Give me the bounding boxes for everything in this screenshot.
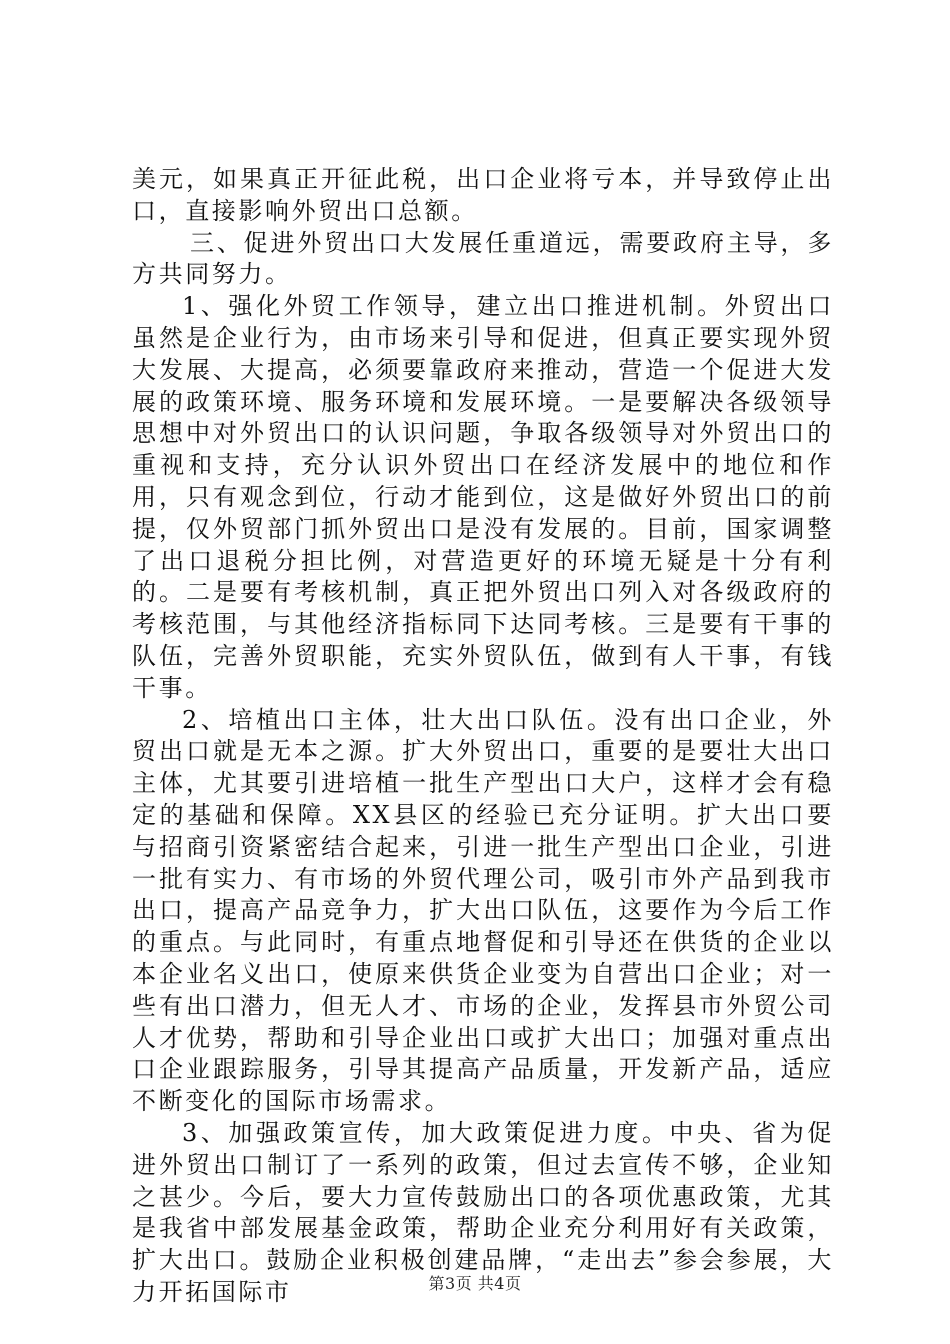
page-number-footer: 第3页 共4页: [428, 1274, 522, 1293]
paragraph-continuation: 美元，如果真正开征此税，出口企业将亏本，并导致停止出口，直接影响外贸出口总额。: [132, 165, 834, 225]
document-body: [132, 164, 834, 1309]
paragraph-item-2: 2、培植出口主体，壮大出口队伍。没有出口企业，外贸出口就是无本之源。扩大外贸出口，重要的是要壮大出口主体，尤其要引进培植一批生产型出口大户，这样才会有稳定的基础和保障。XX县区的经验已充分证明。扩大出口要与招商引资紧密结合起来，引进一批生产型出口企业，引进一批有实力、有市场的外贸代理公司，吸引市外产品到我市出口，提高产品竞争力，扩大出口队伍，这要作为今后工作的重点。与此同时，有重点地督促和引导还在供货的企业以本企业名义出口，使原来供货企业变为自营出口企业；对一些有出口潜力，但无人才、市场的企业，发挥县市外贸公司人才优势，帮助和引导企业出口或扩大出口；加强对重点出口企业跟踪服务，引导其提高产品质量，开发新产品，适应不断变化的国际市场需求。: [132, 705, 834, 1116]
section-heading-three: 三、促进外贸出口大发展任重道远，需要政府主导，多方共同努力。: [132, 228, 834, 289]
paragraph-item-3: 3、加强政策宣传，加大政策促进力度。中央、省为促进外贸出口制订了一系列的政策，但过去宣传不够，企业知之甚少。今后，要大力宣传鼓励出口的各项优惠政策，尤其是我省中部发展基金政策，帮助企业充分利用好有关政策，扩大出口。鼓励企业积极创建品牌，“走出去”参会参展，大力开拓国际市: [132, 1118, 834, 1306]
paragraph-item-1: 1、强化外贸工作领导，建立出口推进机制。外贸出口虽然是企业行为，由市场来引导和促进，但真正要实现外贸大发展、大提高，必须要靠政府来推动，营造一个促进大发展的政策环境、服务环境和发展环境。一是要解决各级领导思想中对外贸出口的认识问题，争取各级领导对外贸出口的重视和支持，充分认识外贸出口在经济发展中的地位和作用，只有观念到位，行动才能到位，这是做好外贸出口的前提，仅外贸部门抓外贸出口是没有发展的。目前，国家调整了出口退税分担比例，对营造更好的环境无疑是十分有利的。二是要有考核机制，真正把外贸出口列入对各级政府的考核范围，与其他经济指标同下达同考核。三是要有干事的队伍，完善外贸职能，充实外贸队伍，做到有人干事，有钱干事。: [132, 292, 834, 702]
